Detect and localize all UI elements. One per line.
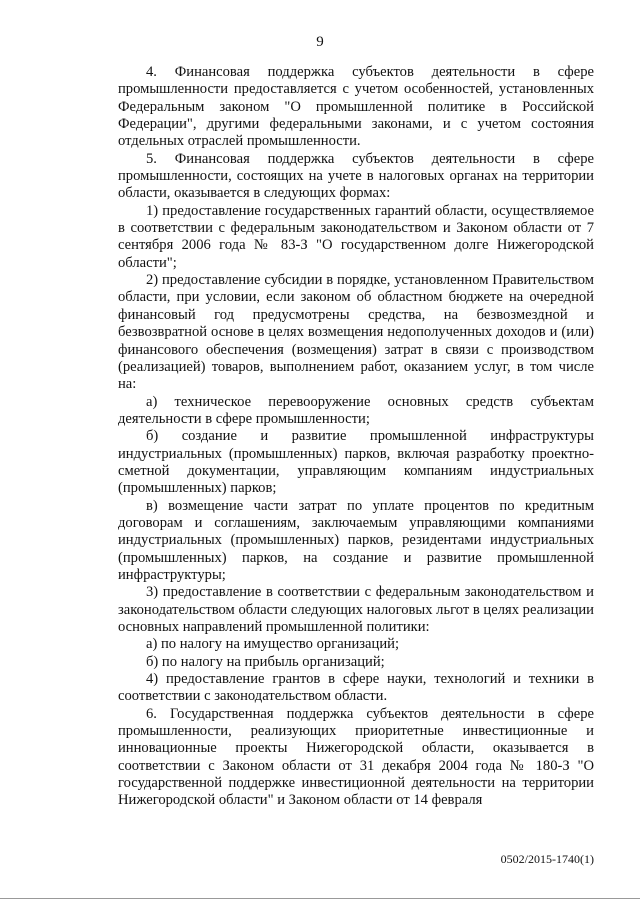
subitem-v-interest-reimbursement: в) возмещение части затрат по уплате процентов по кредитным договорам и соглашениям, заключаемым управляющими компаниями индустриальных (промышленных) парков, резидентами индустриальных (промышленных) парков, на создание и развитие промышленной инфраструктуры;: [118, 497, 594, 583]
item-4-grants: 4) предоставление грантов в сфере науки, технологий и техники в соответствии с законодательством области.: [118, 671, 594, 705]
subitem-b-infrastructure: б) создание и развитие промышленной инфраструктуры индустриальных (промышленных) парков, включая разработку проектно-сметной документации, управляющим компаниям индустриальных (промышленных) парков;: [118, 428, 594, 497]
paragraph-4-financial-support: 4. Финансовая поддержка субъектов деятельности в сфере промышленности предоставляется с учетом особенностей, установленных Федеральным законом "О промышленной политике в Российской Федерации", другими федеральными законами, и с учетом состояния отдельных отраслей промышленности.: [118, 64, 594, 150]
page-bottom-edge: [0, 898, 640, 899]
subitem-a-property-tax: а) по налогу на имущество организаций;: [146, 636, 400, 653]
item-3-tax-benefits: 3) предоставление в соответствии с федеральным законодательством и законодательством области следующих налоговых льгот в целях реализации основных направлений промышленной политики:: [118, 584, 594, 635]
paragraph-5-support-forms: 5. Финансовая поддержка субъектов деятельности в сфере промышленности, состоящих на учете в налоговых органах на территории области, оказывается в следующих формах:: [118, 150, 594, 202]
subitem-b-profit-tax: б) по налогу на прибыль организаций;: [146, 653, 385, 670]
page-number: 9: [316, 34, 324, 50]
document-code: 0502/2015-1740(1): [500, 852, 594, 866]
paragraph-6-state-support: 6. Государственная поддержка субъектов деятельности в сфере промышленности, реализующих приоритетные инвестиционные и инновационные проекты Нижегородской области, оказывается в соответствии с Законом области от 31 декабря 2004 года № 180-З "О государственной поддержке инвестиционной деятельности на территории Нижегородской области" и Законом области от 14 февраля: [118, 705, 594, 809]
item-2-subsidies: 2) предоставление субсидии в порядке, установленном Правительством области, при условии, если законом об областном бюджете на очередной финансовый год предусмотрены средства, на безвозмездной и безвозвратной основе в целях возмещения недополученных доходов и (или) финансового обеспечения (возмещения) затрат в связи с производством (реализацией) товаров, выполнением работ, оказанием услуг, в том числе на:: [118, 272, 594, 393]
document-body: [118, 64, 594, 810]
subitem-a-technical-reequipment: а) техническое перевооружение основных средств субъектам деятельности в сфере промышленности;: [118, 393, 594, 427]
item-1-state-guarantees: 1) предоставление государственных гарантий области, осуществляемое в соответствии с федеральным законодательством и Законом области от 7 сентября 2006 года № 83-З "О государственном долге Нижегородской области";: [118, 202, 594, 271]
